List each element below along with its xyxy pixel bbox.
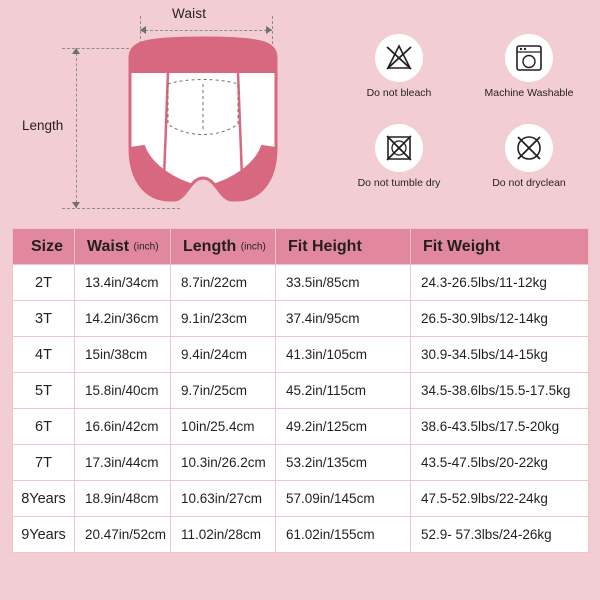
table-row [13, 373, 589, 409]
size-table [12, 228, 589, 553]
header-cell-length [171, 229, 276, 265]
length-measure-line [76, 48, 77, 208]
header-label: Size [31, 237, 64, 255]
cell-waist [75, 337, 171, 373]
cell-text: 8Years [21, 490, 66, 507]
cell-text: 43.5-47.5lbs/20-22kg [421, 455, 548, 470]
header-label: Waist [87, 237, 130, 255]
cell-text: 53.2in/135cm [286, 455, 368, 470]
table-row [13, 409, 589, 445]
header-unit: (inch) [133, 240, 159, 252]
cell-fit-height [276, 517, 411, 553]
cell-length [171, 301, 276, 337]
care-label: Do not tumble dry [357, 177, 441, 189]
header-label: Fit Weight [423, 237, 501, 255]
care-label: Machine Washable [484, 87, 574, 99]
cell-length [171, 445, 276, 481]
cell-size [13, 517, 75, 553]
cell-waist [75, 517, 171, 553]
cell-text: 6T [35, 418, 52, 435]
header-row [13, 229, 589, 265]
cell-fit-weight [411, 337, 589, 373]
care-item-do-not-dryclean [470, 124, 588, 190]
cell-text: 17.3in/44cm [85, 455, 159, 470]
cell-waist [75, 409, 171, 445]
do-not-bleach-icon [375, 34, 423, 82]
cell-text: 45.2in/115cm [286, 383, 367, 398]
header-cell-fit-height [276, 229, 411, 265]
cell-text: 20.47in/52cm [85, 527, 167, 542]
cell-size [13, 265, 75, 301]
cell-text: 9.1in/23cm [181, 311, 248, 326]
cell-text: 13.4in/34cm [85, 275, 159, 290]
care-label: Do not dryclean [492, 177, 566, 189]
cell-text: 47.5-52.9lbs/22-24kg [421, 491, 548, 506]
care-item-do-not-bleach [340, 34, 458, 100]
cell-text: 15.8in/40cm [85, 383, 159, 398]
cell-text: 49.2in/125cm [286, 419, 368, 434]
table-body [13, 265, 589, 553]
cell-fit-weight [411, 409, 589, 445]
cell-text: 24.3-26.5lbs/11-12kg [421, 275, 547, 290]
cell-text: 8.7in/22cm [181, 275, 248, 290]
size-table-wrapper [12, 228, 588, 553]
cell-text: 9.4in/24cm [181, 347, 248, 362]
cell-text: 52.9- 57.3lbs/24-26kg [421, 527, 552, 542]
cell-waist [75, 265, 171, 301]
cell-length [171, 517, 276, 553]
cell-text: 61.02in/155cm [286, 527, 375, 542]
cell-waist [75, 445, 171, 481]
care-label: Do not bleach [366, 87, 432, 99]
cell-text: 33.5in/85cm [286, 275, 360, 290]
table-row [13, 481, 589, 517]
cell-text: 10.63in/27cm [181, 491, 263, 506]
cell-text: 9.7in/25cm [181, 383, 248, 398]
header-label: Fit Height [288, 237, 362, 255]
length-label: Length [22, 118, 64, 133]
cell-size [13, 337, 75, 373]
cell-text: 16.6in/42cm [85, 419, 159, 434]
waist-label: Waist [172, 6, 207, 21]
cell-waist [75, 301, 171, 337]
table-row [13, 445, 589, 481]
header-cell-fit-weight [411, 229, 589, 265]
cell-size [13, 445, 75, 481]
cell-text: 4T [35, 346, 52, 363]
cell-fit-weight [411, 373, 589, 409]
cell-fit-weight [411, 481, 589, 517]
cell-text: 9Years [21, 526, 66, 543]
cell-fit-height [276, 409, 411, 445]
length-arrow-up [72, 48, 80, 54]
cell-size [13, 301, 75, 337]
table-row [13, 265, 589, 301]
cell-text: 26.5-30.9lbs/12-14kg [421, 311, 548, 326]
cell-size [13, 373, 75, 409]
cell-text: 2T [35, 274, 52, 291]
cell-fit-height [276, 445, 411, 481]
cell-text: 15in/38cm [85, 347, 148, 362]
cell-text: 10in/25.4cm [181, 419, 255, 434]
cell-length [171, 409, 276, 445]
cell-fit-height [276, 373, 411, 409]
cell-text: 37.4in/95cm [286, 311, 360, 326]
header-unit: (inch) [240, 240, 266, 252]
cell-length [171, 265, 276, 301]
cell-text: 34.5-38.6lbs/15.5-17.5kg [421, 383, 571, 398]
care-item-do-not-tumble-dry [340, 124, 458, 190]
training-pants-illustration [108, 28, 298, 218]
table-header [13, 229, 589, 265]
length-arrow-down [72, 202, 80, 208]
cell-fit-height [276, 301, 411, 337]
cell-text: 30.9-34.5lbs/14-15kg [421, 347, 548, 362]
cell-fit-weight [411, 301, 589, 337]
table-row [13, 301, 589, 337]
cell-text: 14.2in/36cm [85, 311, 159, 326]
cell-fit-height [276, 481, 411, 517]
cell-fit-height [276, 337, 411, 373]
cell-fit-weight [411, 445, 589, 481]
do-not-tumble-dry-icon [375, 124, 423, 172]
cell-text: 3T [35, 310, 52, 327]
cell-waist [75, 481, 171, 517]
table-row [13, 337, 589, 373]
cell-length [171, 481, 276, 517]
cell-size [13, 409, 75, 445]
machine-washable-icon [505, 34, 553, 82]
cell-text: 57.09in/145cm [286, 491, 375, 506]
cell-fit-weight [411, 265, 589, 301]
cell-fit-height [276, 265, 411, 301]
cell-text: 38.6-43.5lbs/17.5-20kg [421, 419, 560, 434]
header-label: Length [183, 237, 237, 255]
cell-text: 5T [35, 382, 52, 399]
do-not-dryclean-icon [505, 124, 553, 172]
header-cell-waist [75, 229, 171, 265]
cell-text: 7T [35, 454, 52, 471]
cell-text: 10.3in/26.2cm [181, 455, 266, 470]
cell-text: 41.3in/105cm [286, 347, 368, 362]
cell-text: 11.02in/28cm [181, 527, 262, 542]
cell-length [171, 373, 276, 409]
cell-text: 18.9in/48cm [85, 491, 159, 506]
cell-waist [75, 373, 171, 409]
cell-size [13, 481, 75, 517]
header-cell-size [13, 229, 75, 265]
cell-fit-weight [411, 517, 589, 553]
care-item-machine-washable [470, 34, 588, 100]
cell-length [171, 337, 276, 373]
table-row [13, 517, 589, 553]
